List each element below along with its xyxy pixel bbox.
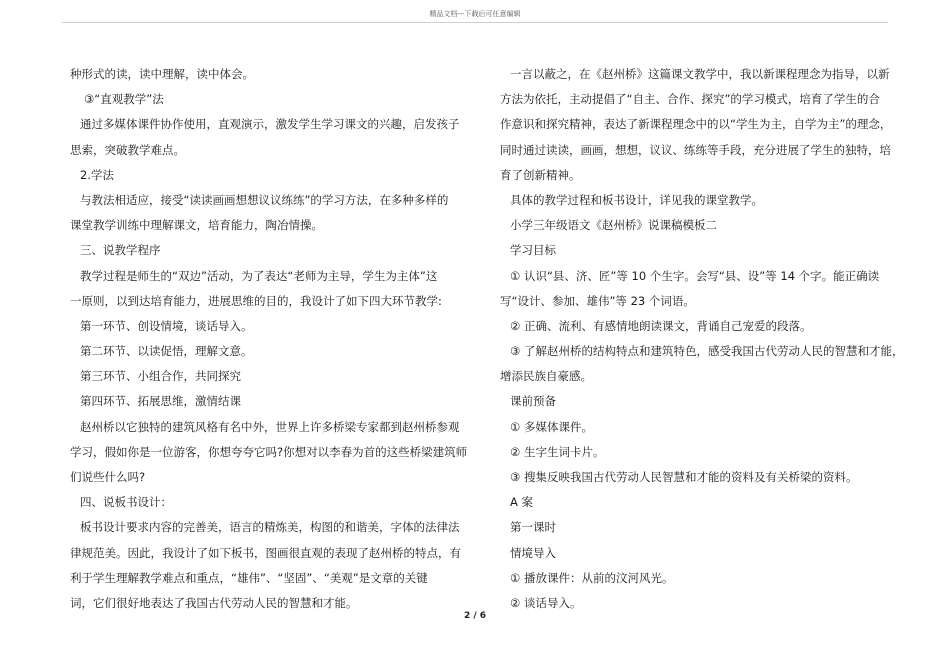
text-line: 词，它们很好地表达了我国古代劳动人民的智慧和才能。 bbox=[70, 595, 358, 610]
text-line: ③ 搜集反映我国古代劳动人民智慧和才能的资料及有关桥梁的资料。 bbox=[510, 470, 858, 484]
text-line: 同时通过读读，画画，想想，议议、练练等手段，充分进展了学生的独特，培 bbox=[500, 142, 891, 157]
text-line: 四、说板书设计： bbox=[80, 495, 172, 510]
text-line: ③ 了解赵州桥的结构特点和建筑特色，感受我国古代劳动人民的智慧和才能， bbox=[510, 344, 904, 359]
text-line: 赵州桥以它独特的建筑风格有名中外，世界上许多桥梁专家都到赵州桥参观 bbox=[80, 419, 460, 434]
page-number: 2 / 6 bbox=[463, 611, 487, 621]
text-line: ② 正确、流利、有感情地朗读课文，背诵自己宠爱的段落。 bbox=[510, 318, 812, 333]
text-line: 第二环节、以读促悟，理解文意。 bbox=[80, 344, 253, 359]
text-line: 作意识和探究精神，表达了新课程理念中的以“学生为主，自学为主”的理念， bbox=[500, 117, 892, 132]
text-line: 2.学法 bbox=[80, 167, 114, 182]
text-line: 增添民族自豪感。 bbox=[500, 369, 592, 384]
text-line: 种形式的读，读中理解，读中体会。 bbox=[70, 67, 254, 81]
text-line: 利于学生理解教学难点和重点，“雄伟”、“坚固”、“美观”是文章的关键 bbox=[70, 570, 428, 585]
text-line: 们说些什么吗? bbox=[70, 470, 146, 484]
text-line: 第四环节、拓展思维，激情结课 bbox=[80, 394, 241, 409]
text-line: ① 认识“县、济、匠”等 10 个生字。会写“县、设”等 14 个字。能正确读 bbox=[510, 268, 880, 283]
text-line: 第一课时 bbox=[510, 520, 556, 535]
text-line: 育了创新精神。 bbox=[500, 167, 581, 182]
text-line: 课前预备 bbox=[510, 394, 556, 409]
text-line: 方法为依托，主动提倡了“自主、合作、探究”的学习模式，培育了学生的合 bbox=[500, 92, 880, 107]
text-line: 一言以蔽之，在《赵州桥》这篇课文教学中，我以新课程理念为指导，以新 bbox=[510, 67, 890, 81]
header-divider bbox=[62, 22, 888, 23]
text-line: 教学过程是师生的“双边”活动，为了表达“老师为主导，学生为主体”这 bbox=[80, 268, 438, 283]
text-line: 写“设计、参加、雄伟”等 23 个词语。 bbox=[500, 293, 695, 308]
text-line: 学习，假如你是一位游客，你想夸夸它吗?你想对以李春为首的这些桥梁建筑师 bbox=[70, 444, 468, 459]
left-text-column bbox=[70, 62, 468, 616]
text-line: 思索，突破教学难点。 bbox=[70, 142, 185, 157]
text-line: 第一环节、创设情境，谈话导入。 bbox=[80, 318, 253, 333]
page-header: 精品文档---下载后可任意编辑 bbox=[429, 10, 521, 18]
text-line: 通过多媒体课件协作使用，直观演示，激发学生学习课文的兴趣，启发孩子 bbox=[80, 117, 460, 132]
text-line: ② 谈话导入。 bbox=[510, 595, 582, 610]
text-line: 具体的教学过程和板书设计，详见我的课堂教学。 bbox=[510, 192, 763, 207]
text-line: 情境导入 bbox=[510, 545, 556, 560]
text-line: A 案 bbox=[510, 495, 534, 510]
text-line: ① 播放课件：从前的汶河风光。 bbox=[510, 570, 674, 585]
text-line: ② 生字生词卡片。 bbox=[510, 444, 605, 459]
text-line: ③“直观教学”法 bbox=[84, 92, 164, 107]
text-line: 学习目标 bbox=[510, 243, 556, 258]
text-line: 小学三年级语文《赵州桥》说课稿模板二 bbox=[510, 218, 717, 233]
text-line: 三、说教学程序 bbox=[80, 243, 161, 258]
text-line: 板书设计要求内容的完善美，语言的精炼美，构图的和谐美，字体的法律法 bbox=[80, 520, 460, 535]
text-line: 一原则，以到达培育能力，进展思维的目的，我设计了如下四大环节教学: bbox=[70, 293, 442, 308]
text-line: 课堂教学训练中理解课文，培育能力，陶冶情操。 bbox=[70, 218, 323, 233]
text-line: ① 多媒体课件。 bbox=[510, 419, 593, 434]
right-text-column bbox=[500, 62, 904, 616]
text-line: 律规范美。因此，我设计了如下板书，图画很直观的表现了赵州桥的特点，有 bbox=[70, 545, 461, 560]
text-line: 与教法相适应，接受“读读画画想想议议练练”的学习方法，在多种多样的 bbox=[80, 192, 449, 207]
text-line: 第三环节、小组合作，共同探究 bbox=[80, 369, 241, 384]
